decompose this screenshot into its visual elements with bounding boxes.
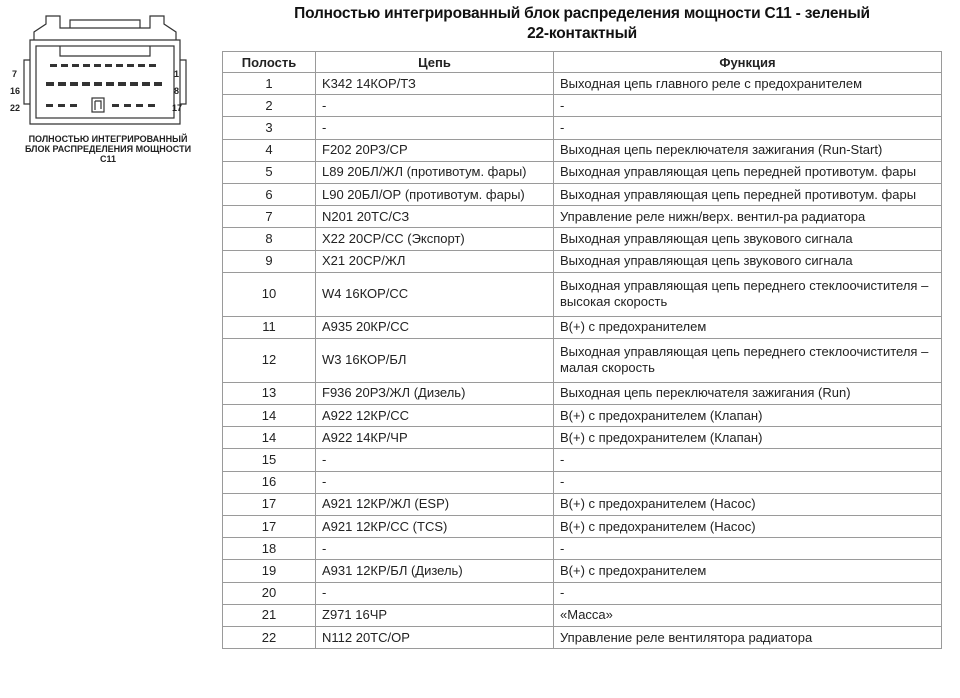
cell-function: Управление реле нижн/верх. вентил-ра радиатора — [554, 206, 942, 228]
table-row — [223, 316, 942, 338]
cell-cavity: 6 — [223, 183, 316, 205]
cell-cavity: 5 — [223, 161, 316, 183]
table-row — [223, 516, 942, 538]
cell-circuit: W4 16КОР/СС — [316, 272, 554, 316]
caption-line: С11 — [99, 154, 116, 164]
title-line-1: Полностью интегрированный блок распределения мощности С11 - зеленый — [294, 5, 870, 22]
cell-cavity: 9 — [223, 250, 316, 272]
header-circuit: Цепь — [316, 52, 554, 73]
header-cavity: Полость — [223, 52, 316, 73]
cell-function: Выходная управляющая цепь звукового сигнала — [554, 250, 942, 272]
connector-caption — [8, 134, 208, 164]
cell-cavity: 21 — [223, 604, 316, 626]
cell-circuit: - — [316, 117, 554, 139]
cell-circuit: N112 20ТС/ОР — [316, 626, 554, 648]
cell-cavity: 15 — [223, 449, 316, 471]
cell-function: Управление реле вентилятора радиатора — [554, 626, 942, 648]
cell-cavity: 14 — [223, 427, 316, 449]
pin-label-left-bot: 22 — [10, 103, 21, 113]
cell-function: Выходная управляющая цепь передней противотум. фары — [554, 161, 942, 183]
cell-cavity: 17 — [223, 516, 316, 538]
cell-circuit: A931 12КР/БЛ (Дизель) — [316, 560, 554, 582]
table-row — [223, 139, 942, 161]
cell-cavity: 11 — [223, 316, 316, 338]
cell-function: Выходная цепь переключателя зажигания (Run-Start) — [554, 139, 942, 161]
cell-cavity: 18 — [223, 538, 316, 560]
cell-circuit: Z971 16ЧР — [316, 604, 554, 626]
cell-function: - — [554, 95, 942, 117]
pin-label-right-mid: 8 — [174, 86, 180, 96]
cell-circuit: A921 12КР/ЖЛ (ESP) — [316, 493, 554, 515]
cell-circuit: L90 20БЛ/ОР (противотум. фары) — [316, 183, 554, 205]
cell-cavity: 16 — [223, 471, 316, 493]
cell-circuit: A922 14КР/ЧР — [316, 427, 554, 449]
cell-circuit: K342 14КОР/ТЗ — [316, 73, 554, 95]
cell-cavity: 14 — [223, 405, 316, 427]
cell-circuit: - — [316, 471, 554, 493]
cell-function: Выходная управляющая цепь передней противотум. фары — [554, 183, 942, 205]
table-row — [223, 117, 942, 139]
cell-circuit: - — [316, 582, 554, 604]
cell-cavity: 22 — [223, 626, 316, 648]
cell-cavity: 10 — [223, 272, 316, 316]
cell-function: Выходная управляющая цепь переднего стеклоочистителя – высокая скорость — [554, 272, 942, 316]
caption-line: ПОЛНОСТЬЮ ИНТЕГРИРОВАННЫЙ — [28, 134, 188, 144]
cell-cavity: 12 — [223, 338, 316, 382]
table-row — [223, 338, 942, 382]
cell-function: В(+) с предохранителем — [554, 560, 942, 582]
cell-function: Выходная управляющая цепь звукового сигнала — [554, 228, 942, 250]
table-row — [223, 183, 942, 205]
pin-label-right-bot: 17 — [172, 103, 183, 113]
cell-function: Выходная управляющая цепь переднего стеклоочистителя – малая скорость — [554, 338, 942, 382]
cell-cavity: 13 — [223, 382, 316, 404]
table-row — [223, 582, 942, 604]
table-row — [223, 427, 942, 449]
table-row — [223, 626, 942, 648]
cell-circuit: - — [316, 538, 554, 560]
table-row — [223, 206, 942, 228]
cell-circuit: A921 12КР/СС (TCS) — [316, 516, 554, 538]
table-row — [223, 161, 942, 183]
cell-circuit: X21 20СР/ЖЛ — [316, 250, 554, 272]
cell-cavity: 2 — [223, 95, 316, 117]
cell-function: - — [554, 538, 942, 560]
cell-cavity: 7 — [223, 206, 316, 228]
table-header-row — [223, 52, 942, 73]
table-body — [223, 73, 942, 649]
table-row — [223, 405, 942, 427]
cell-cavity: 19 — [223, 560, 316, 582]
cell-circuit: - — [316, 95, 554, 117]
table-row — [223, 382, 942, 404]
cell-function: В(+) с предохранителем (Насос) — [554, 493, 942, 515]
table-row — [223, 471, 942, 493]
cell-function: В(+) с предохранителем — [554, 316, 942, 338]
pinout-table — [222, 51, 942, 649]
pin-label-right-top: 1 — [174, 69, 180, 79]
table-row — [223, 493, 942, 515]
cell-circuit: F936 20РЗ/ЖЛ (Дизель) — [316, 382, 554, 404]
cell-cavity: 4 — [223, 139, 316, 161]
cell-function: В(+) с предохранителем (Насос) — [554, 516, 942, 538]
cell-circuit: A922 12КР/СС — [316, 405, 554, 427]
table-row — [223, 228, 942, 250]
cell-circuit: A935 20КР/СС — [316, 316, 554, 338]
cell-circuit: - — [316, 449, 554, 471]
page-title — [222, 4, 942, 44]
cell-function: - — [554, 117, 942, 139]
cell-function: - — [554, 582, 942, 604]
cell-circuit: X22 20СР/СС (Экспорт) — [316, 228, 554, 250]
cell-function: Выходная цепь главного реле с предохранителем — [554, 73, 942, 95]
header-function: Функция — [554, 52, 942, 73]
cell-circuit: L89 20БЛ/ЖЛ (противотум. фары) — [316, 161, 554, 183]
table-row — [223, 73, 942, 95]
cell-cavity: 1 — [223, 73, 316, 95]
cell-cavity: 3 — [223, 117, 316, 139]
table-row — [223, 250, 942, 272]
cell-cavity: 8 — [223, 228, 316, 250]
cell-function: - — [554, 471, 942, 493]
cell-function: «Масса» — [554, 604, 942, 626]
cell-circuit: W3 16КОР/БЛ — [316, 338, 554, 382]
table-row — [223, 449, 942, 471]
pin-label-left-mid: 16 — [10, 86, 21, 96]
cell-function: - — [554, 449, 942, 471]
cell-cavity: 17 — [223, 493, 316, 515]
pin-label-left-top: 7 — [12, 69, 18, 79]
title-line-2: 22-контактный — [527, 25, 637, 42]
table-row — [223, 538, 942, 560]
table-row — [223, 604, 942, 626]
table-row — [223, 272, 942, 316]
cell-function: В(+) с предохранителем (Клапан) — [554, 427, 942, 449]
table-row — [223, 95, 942, 117]
cell-circuit: N201 20ТС/СЗ — [316, 206, 554, 228]
caption-line: БЛОК РАСПРЕДЕЛЕНИЯ МОЩНОСТИ — [24, 144, 192, 154]
table-row — [223, 560, 942, 582]
cell-function: В(+) с предохранителем (Клапан) — [554, 405, 942, 427]
cell-function: Выходная цепь переключателя зажигания (Run) — [554, 382, 942, 404]
cell-circuit: F202 20РЗ/СР — [316, 139, 554, 161]
cell-cavity: 20 — [223, 582, 316, 604]
